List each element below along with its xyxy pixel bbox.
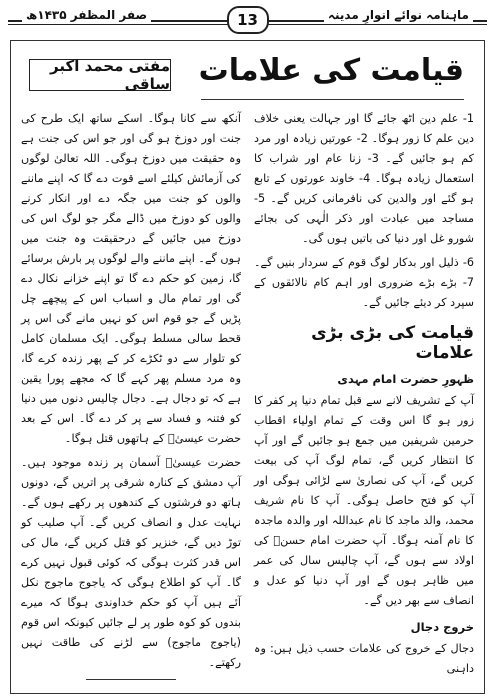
end-rule: [86, 679, 176, 680]
right-column: [254, 109, 474, 683]
section-heading: قیامت کی بڑی بڑی علامات: [311, 323, 474, 363]
paragraph: حضرت عیسیٰؑ آسمان پر زندہ موجود ہیں۔ آپ دمشق کے کنارہ شرقی پر اتریں گے، دونوں ہاتھ دو فرشتوں کے کندھوں پر رکھے ہوں گے۔ نہایت عدل و انصاف کریں گے۔ آپ صلیب کو توڑ دیں گے، خنزیر کو قتل کریں گے، مال کی اس قدر کثرت ہوگی کہ کوئی قبول نہیں کرے گا۔ آپ کو اطلاع ہوگی کہ یاجوج ماجوج نکل آئے ہیں آپ کو حکم خداوندی ہوگا کہ میرے بندوں کو کوہ طور پر لے جائیں کیونکہ اس قوم (یاجوج ماجوج) سے لڑنے کی طاقت نہیں رکھتے۔: [21, 456, 241, 669]
article-title: قیامت کی علامات: [198, 53, 464, 88]
article-frame: [10, 40, 485, 694]
paragraph: 1- علم دین اٹھ جائے گا اور جہالت یعنی خلاف دین علم کا زور ہوگا۔ 2- عورتیں زیادہ اور مرد کم ہو جائیں گے۔ 3- زنا عام اور شراب کا استعمال زیادہ ہوگا۔ 4- خاوند عورتوں کے تابع ہو گئے اور والدین کی نافرمانی کریں گے۔ 5- مساجد میں عبادت اور ذکر الٰہی کی بجائے شورو غل اور دنیا کی باتیں ہوں گی۔: [254, 112, 474, 245]
paragraph: آپ کے تشریف لانے سے قبل تمام دنیا پر کفر کا زور ہو گا اس وقت کے تمام اولیاء اقطاب حرمین شریفین میں جمع ہو جائیں گے اور آپ کا انتظار کریں گے، تمام لوگ آپ کی بیعت کریں گے، آپ کی نصاریٰ سے لڑائی ہوگی اور آپ کو فتح حاصل ہوگی۔ آپ کا نام شریف محمد، والد ماجد کا نام عبداللہ اور والدہ ماجدہ کا نام آمنہ ہوگا۔ آپ حضرت امام حسنؓ کی اولاد سے ہوں گے، آپ چالیس سال کی عمر میں ظاہر ہوں گے اور آپ دنیا کو عدل و انصاف سے بھر دیں گے۔: [254, 394, 474, 607]
paragraph: 6- ذلیل اور بدکار لوگ قوم کے سردار بنیں گے۔ 7- بڑے بڑے ضروری اور اہم کام نالائقوں کے سپرد کر دیئے جائیں گے۔: [254, 256, 474, 309]
issue-date: صفر المظفر ۱۴۳۵ھ: [22, 8, 151, 22]
page-number: 13: [227, 6, 269, 34]
paragraph: آنکھ سے کانا ہوگا۔ اسکے ساتھ ایک طرح کی جنت اور دوزخ ہو گی اور جو اس کی جنت ہے وہ حقیقت میں دوزخ ہوگی۔ اللہ تعالیٰ لوگوں کی آزمائش کیلئے اسے قوت دے گا کہ اپنے ماننے والوں کو جنت میں جگہ دے اور انکار کرنے والوں کو دوزخ میں ڈالے مگر جو لوگ اس کی دوزخ میں جائیں گے درحقیقت وہ جنت میں ہوں گے۔ اپنے ماننے والے لوگوں پر بارش برسائے گا، زمین کو حکم دے گا تو اپنے خزانے نکال دے گی اور تمام مال و اسباب اس کے پیچھے چل پڑیں گے جو قوم اس کو نہیں مانے گی اس پر قحط سالی مسلط ہوگی۔ ایک مسلمان کامل کو تلوار سے دو ٹکڑے کر کے پھر زندہ کرے گا، وہ مرد مسلم پھر کہے گا کہ مجھے پورا یقین ہے کہ تو دجال ہے۔ دجال چالیس دنوں میں دنیا کو فتنہ و فساد سے پر کر دے گا۔ اس کے بعد حضرت عیسیٰؑ کے ہاتھوں قتل ہوگا۔: [21, 112, 241, 445]
author-name: مفتی محمد اکبر ساقی: [29, 59, 171, 91]
page-header: [8, 6, 487, 34]
subsection-heading: ظہورِ حضرت امام مہدی: [337, 372, 474, 386]
title-underline: [201, 99, 464, 100]
paragraph: دجال کے خروج کی علامات حسب ذیل ہیں: وہ داہنی: [254, 642, 474, 675]
magazine-name: ماہنامہ نوائے انوارِ مدینہ: [324, 8, 473, 22]
left-column: [21, 109, 241, 680]
subsection-heading: خروج دجال: [410, 620, 474, 634]
article-titlebar: [11, 53, 484, 99]
